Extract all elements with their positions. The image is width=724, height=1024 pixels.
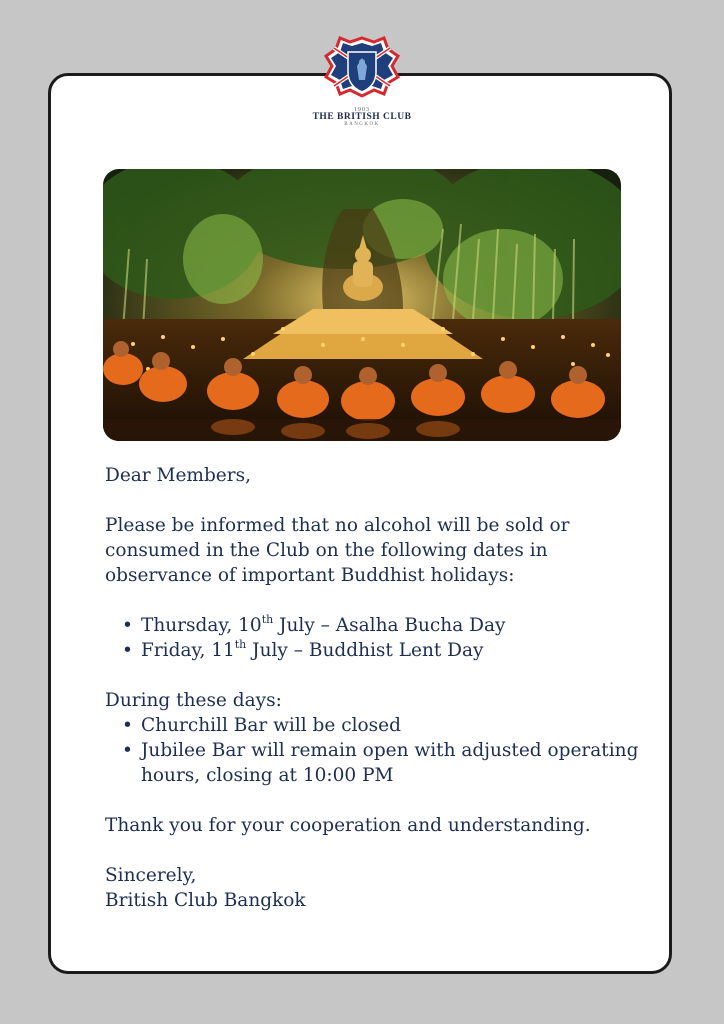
bullet-icon: • (122, 715, 133, 736)
dates-list (105, 613, 645, 663)
during-heading: During these days: (105, 690, 282, 711)
thanks-line: Thank you for your cooperation and understanding. (105, 815, 591, 836)
date-item: • Thursday, 10th July – Asalha Bucha Day (122, 613, 506, 636)
crest-shield (348, 52, 376, 92)
signoff: Sincerely, (105, 865, 197, 886)
greeting: Dear Members, (105, 465, 251, 486)
logo-year: 1903 (354, 107, 370, 113)
intro-paragraph: Please be informed that no alcohol will be sold or consumed in the Club on the following dates in observance of important Buddhist holidays: (105, 515, 570, 586)
during-item: • Churchill Bar will be closed (122, 715, 401, 736)
logo-name: THE BRITISH CLUB (312, 112, 412, 122)
signature: British Club Bangkok (105, 890, 306, 911)
logo-city: BANGKOK (344, 122, 380, 127)
bullet-icon: • (122, 615, 133, 636)
notice-body (105, 463, 645, 913)
bullet-icon: • (122, 640, 133, 661)
bullet-icon: • (122, 740, 133, 761)
during-item: • Jubilee Bar will remain open with adjusted operating hours, closing at 10:00 PM (122, 740, 639, 786)
during-list (105, 713, 645, 788)
monks-photo (103, 169, 621, 441)
candlelit-monks-meditation-photo (103, 169, 621, 441)
date-item: • Friday, 11th July – Buddhist Lent Day (122, 638, 484, 661)
club-logo (0, 36, 724, 136)
club-crest-icon (324, 36, 400, 106)
